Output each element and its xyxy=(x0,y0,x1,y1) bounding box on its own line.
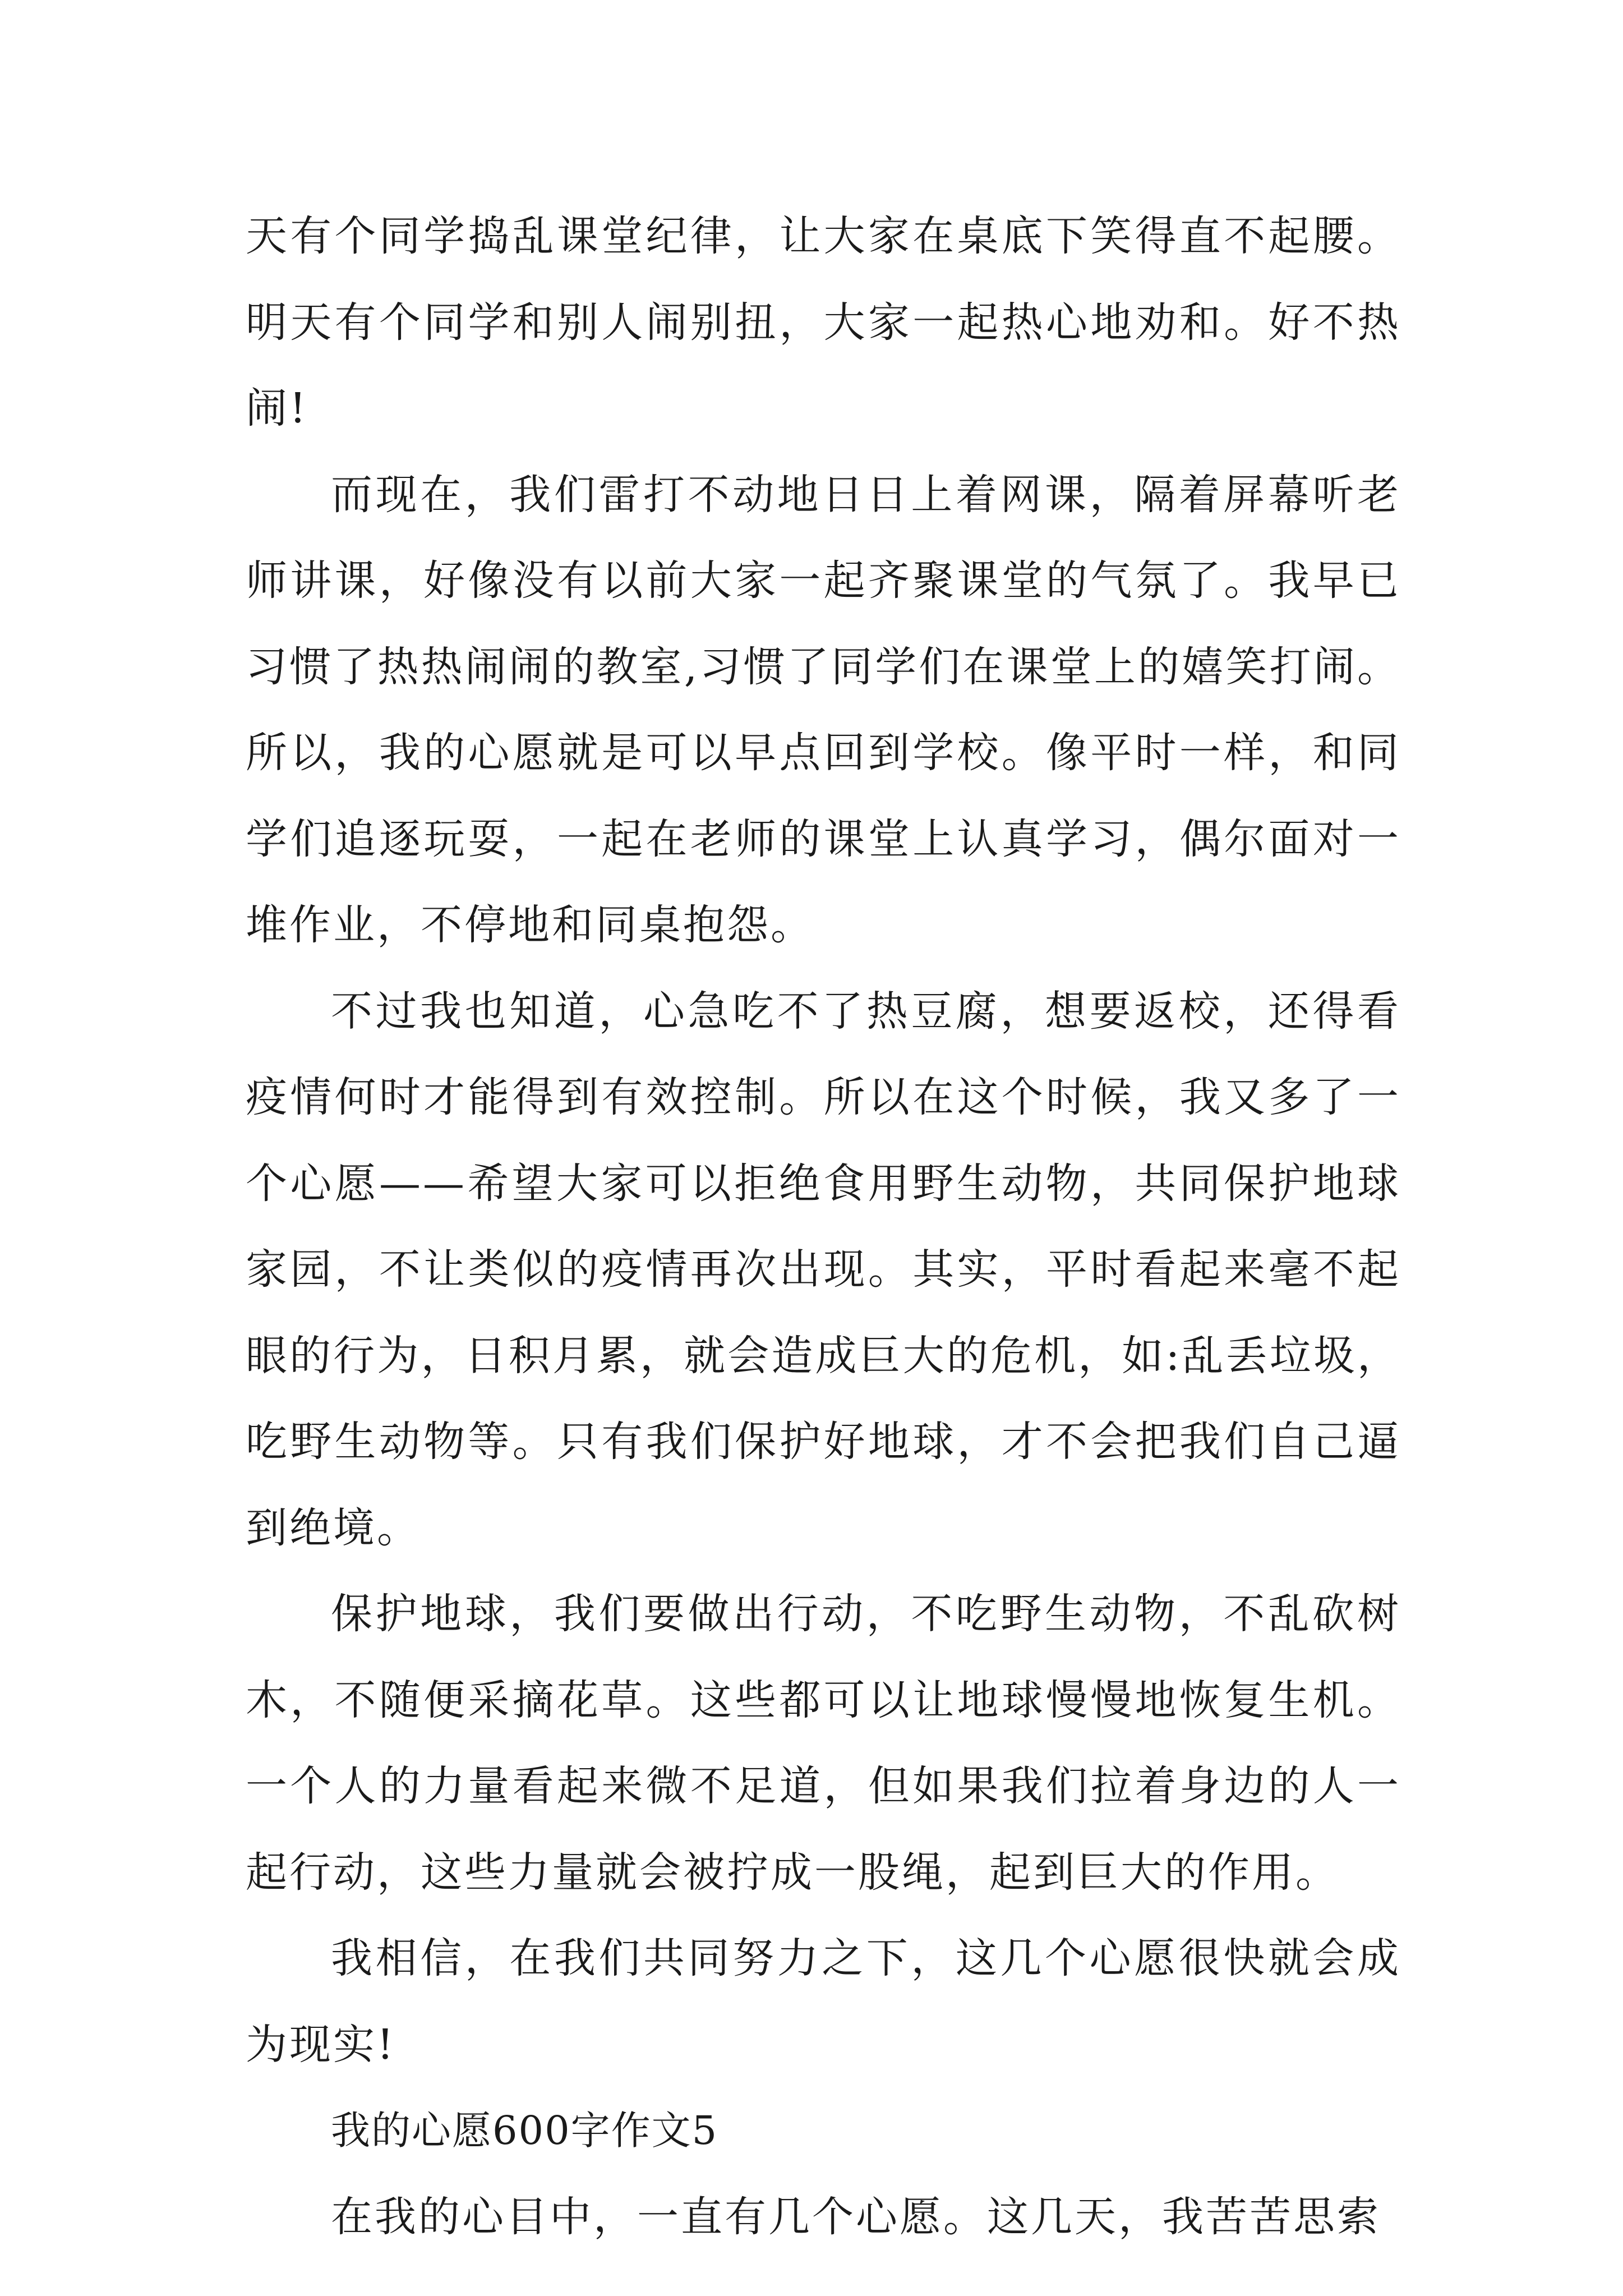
document-body xyxy=(246,194,1401,2260)
paragraph-2: 而现在，我们雷打不动地日日上着网课，隔着屏幕听老师讲课，好像没有以前大家一起齐聚课堂的气氛了。我早已习惯了热热闹闹的教室,习惯了同学们在课堂上的嬉笑打闹。所以，我的心愿就是可以早点回到学校。像平时一样，和同学们追逐玩耍，一起在老师的课堂上认真学习，偶尔面对一堆作业，不停地和同桌抱怨。 xyxy=(246,470,1401,949)
paragraph-6: 在我的心目中，一直有几个心愿。这几天，我苦苦思索 xyxy=(331,2192,1381,2241)
paragraph-3: 不过我也知道，心急吃不了热豆腐，想要返校，还得看疫情何时才能得到有效控制。所以在这个时候，我又多了一个心愿——希望大家可以拒绝食用野生动物，共同保护地球家园，不让类似的疫情再次出现。其实，平时看起来毫不起眼的行为，日积月累，就会造成巨大的危机，如:乱丢垃圾，吃野生动物等。只有我们保护好地球，才不会把我们自己逼到绝境。 xyxy=(246,987,1401,1552)
essay-heading: 我的心愿600字作文5 xyxy=(331,2108,718,2154)
paragraph-5: 我相信，在我们共同努力之下，这几个心愿很快就会成为现实! xyxy=(246,1934,1401,2069)
paragraph-1: 天有个同学捣乱课堂纪律，让大家在桌底下笑得直不起腰。明天有个同学和别人闹别扭，大家一起热心地劝和。好不热闹! xyxy=(246,212,1401,432)
paragraph-4: 保护地球，我们要做出行动，不吃野生动物，不乱砍树木，不随便采摘花草。这些都可以让地球慢慢地恢复生机。一个人的力量看起来微不足道，但如果我们拉着身边的人一起行动，这些力量就会被拧成一股绳，起到巨大的作用。 xyxy=(246,1590,1401,1897)
